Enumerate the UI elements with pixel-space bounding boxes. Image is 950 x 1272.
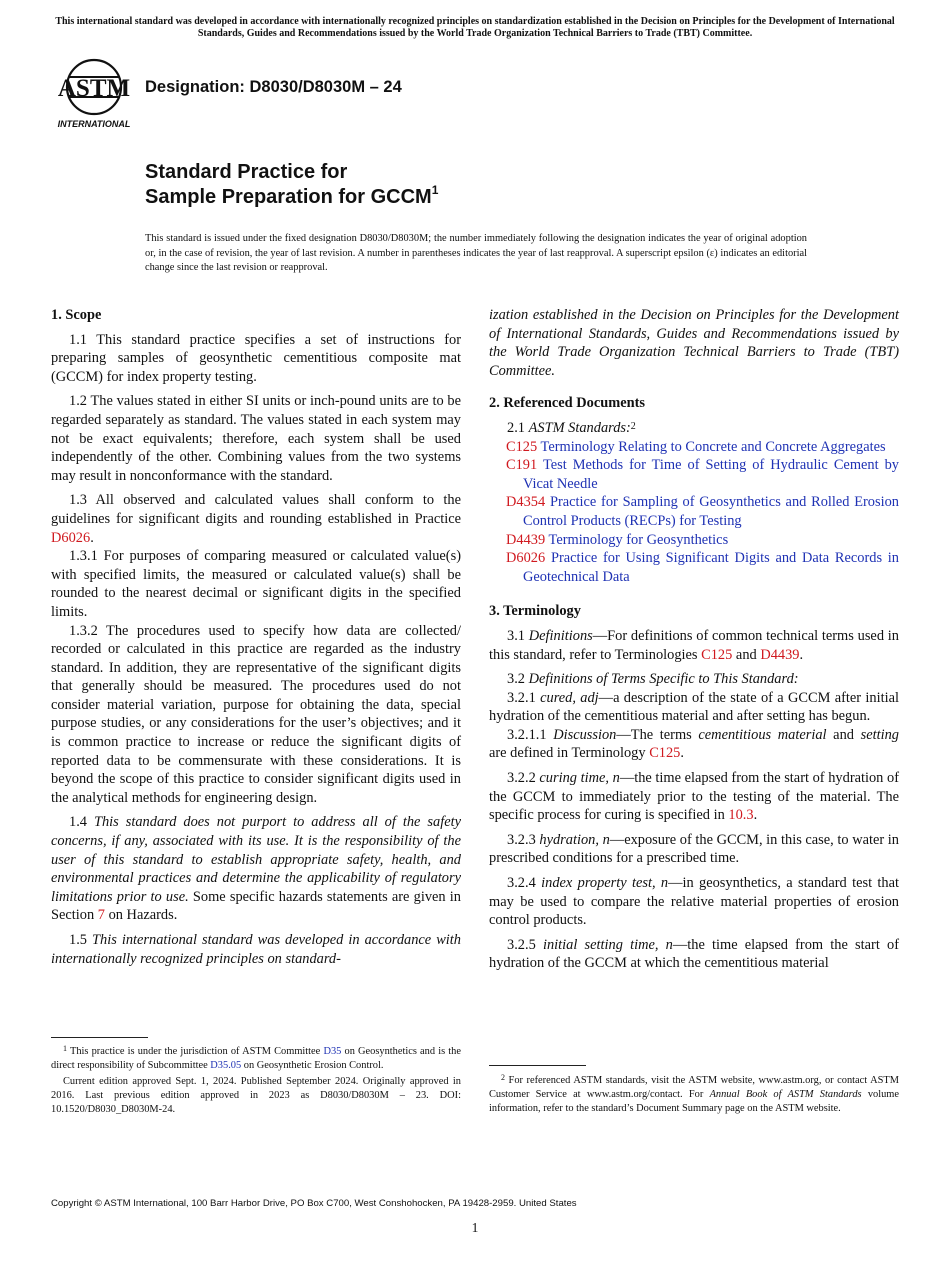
referenced-standards-list [489,438,899,587]
link-c125-discussion[interactable]: C125 [649,745,681,762]
scope-heading: 1. Scope [51,307,102,323]
astm-logo [52,57,136,133]
logo-wordmark: INTERNATIONAL [57,119,131,129]
link-d6026[interactable]: D6026 [51,529,91,546]
link-section-7[interactable]: 7 [97,907,105,924]
link-c125[interactable]: C125 [701,646,733,663]
designation: Designation: D8030/D8030M – 24 [145,78,402,96]
para-1-5: 1.5 This international standard was developed in accordance with internationally recognized principles on standard- [51,932,461,967]
title-line-1: Standard Practice for [145,161,348,183]
title-line-2: Sample Preparation for GCCM$^1$ [145,183,439,208]
footnote-rule-left [51,1037,148,1038]
development-notice: This international standard was developed in accordance with internationally recognized principles on standardization established in the Decision on Principles for the Development of International Standards, Guides and Recommendations issued by the World Trade Organization Technical Barriers to Trade (TBT) Committee. [55,16,895,39]
terminology-heading: 3. Terminology [489,603,581,620]
standard-title [145,160,438,210]
ref-item[interactable]: D6026 Practice for Using Significant Digits and Data Records in Geotechnical Data [506,550,899,585]
link-d35[interactable]: D35 [323,1046,342,1057]
astm-logo-icon [52,57,136,133]
para-3-1: 3.1 Definitions—For definitions of common technical terms used in this standard, refer to Terminologies C125 and D4439. [489,627,899,663]
footnote-1-edition: Current edition approved Sept. 1, 2024. Published September 2024. Originally approved in 2016. Last previous edition approved in 2023 as D8030/D8030M – 23. DOI: 10.1520/D8030_D8030M-24. [51,1076,461,1115]
para-3-2-5: 3.2.5 initial setting time, n—the time elapsed from the start of hydration of the GCCM at which the cementitious material [489,936,899,972]
para-1-4: 1.4 This standard does not purport to address all of the safety concerns, if any, associated with its use. It is the responsibility of the user of this standard to establish appropriate safety, health, and environmental practices and determine the applicability of regulatory limitations prior to use. Some specific hazards statements are given in Section 7 on Hazards. [51,814,461,924]
link-d35-05[interactable]: D35.05 [210,1060,242,1071]
referenced-documents-heading: 2. Referenced Documents [489,395,645,412]
para-3-2-4: 3.2.4 index property test, n—in geosynthetics, a standard test that may be used to compare the relative material properties of erosion control products. [489,875,899,929]
ref-item[interactable]: C125 Terminology Relating to Concrete and Concrete Aggregates [506,438,886,455]
logo-mark: ASTM [57,75,131,102]
footnote-1-jurisdiction: $^1$ This practice is under the jurisdiction of ASTM Committee D35 on Geosynthetics and is the direct responsibility of Subcommittee D35.05 on Geosynthetic Erosion Control. [51,1044,461,1071]
ref-item[interactable]: D4354 Practice for Sampling of Geosynthetics and Rolled Erosion Control Products (RECPs) for Testing [506,494,899,529]
footnote-1 [51,1045,461,1119]
para-1-1: 1.1 This standard practice specifies a set of instructions for preparing samples of geosynthetic cementitious composite mat (GCCM) for index property testing. [51,331,461,385]
para-1-3-1: 1.3.1 For purposes of comparing measured or calculated value(s) with specified limits, the measured or calculated value(s) shall be rounded to the nearest decimal or significant digits in the specified limits. [51,548,461,620]
para-1-5-continued: ization established in the Decision on Principles for the Development of International Standards, Guides and Recommendations issued by the World Trade Organization Technical Barriers to Trade (TBT) Committee. [489,307,899,379]
para-2-1: 2.1 ASTM Standards:$^2$ [507,419,636,436]
ref-item[interactable]: D4439 Terminology for Geosynthetics [506,531,729,548]
para-3-2-2: 3.2.2 curing time, n—the time elapsed from the start of hydration of the GCCM to immediately prior to the testing of the material. The specific process for curing is specified in 10.3. [489,770,899,824]
right-column [489,306,899,979]
footnote-2: $^2$ For referenced ASTM standards, visit the ASTM website, www.astm.org, or contact ASTM Customer Service at www.astm.org/contact. For Annual Book of ASTM Standards volume information, refer to the standard’s Document Summary page on the ASTM website. [489,1073,899,1114]
copyright-notice: Copyright © ASTM International, 100 Barr Harbor Drive, PO Box C700, West Conshohocken, PA 19428-2959. United States [51,1198,577,1209]
link-10-3[interactable]: 10.3 [728,807,754,824]
para-1-2: 1.2 The values stated in either SI units or inch-pound units are to be regarded separately as standard. The values stated in each system may not be exact equivalents; therefore, each system shall be used independently of the other. Combining values from the two systems may result in nonconformance with the standard. [51,393,461,484]
para-3-2-1: 3.2.1 cured, adj—a description of the state of a GCCM after initial hydration of the cementitious material and after setting has begun. [489,689,899,725]
page-number: 1 [471,1220,479,1235]
para-3-2-1-1: 3.2.1.1 Discussion—The terms cementitious material and setting are defined in Terminology C125. [489,726,899,762]
footnote-rule-right [489,1065,586,1066]
para-1-3: 1.3 All observed and calculated values shall conform to the guidelines for significant digits and rounding established in Practice D6026. [51,492,461,546]
para-3-2-3: 3.2.3 hydration, n—exposure of the GCCM, in this case, to water in prescribed conditions for a prescribed time. [489,831,899,867]
para-1-3-2: 1.3.2 The procedures used to specify how data are collected/ recorded or calculated in this practice are regarded as the industry standard. In addition, they are representative of the significant digits that generally should be measured. The procedures used do not consider material variation, purpose for obtaining the data, special purpose studies, or any considerations for the user’s objectives; and it is common practice to increase or reduce the significant digits of reported data to be commensurate with these considerations. It is beyond the scope of this practice to consider significant digits used in the analytical methods for engineering design. [51,622,461,806]
left-column [51,306,461,974]
issuance-statement: This standard is issued under the fixed designation D8030/D8030M; the number immediately following the designation indicates the year of original adoption or, in the case of revision, the year of last revision. A number in parentheses indicates the year of last reapproval. A superscript epsilon (ε) indicates an editorial change since the last revision or reapproval. [145,233,807,274]
para-3-2: 3.2 Definitions of Terms Specific to This Standard: [507,671,799,688]
ref-item[interactable]: C191 Test Methods for Time of Setting of Hydraulic Cement by Vicat Needle [506,457,899,492]
title-footnote-mark: 1 [431,183,439,197]
link-d4439[interactable]: D4439 [760,646,800,663]
